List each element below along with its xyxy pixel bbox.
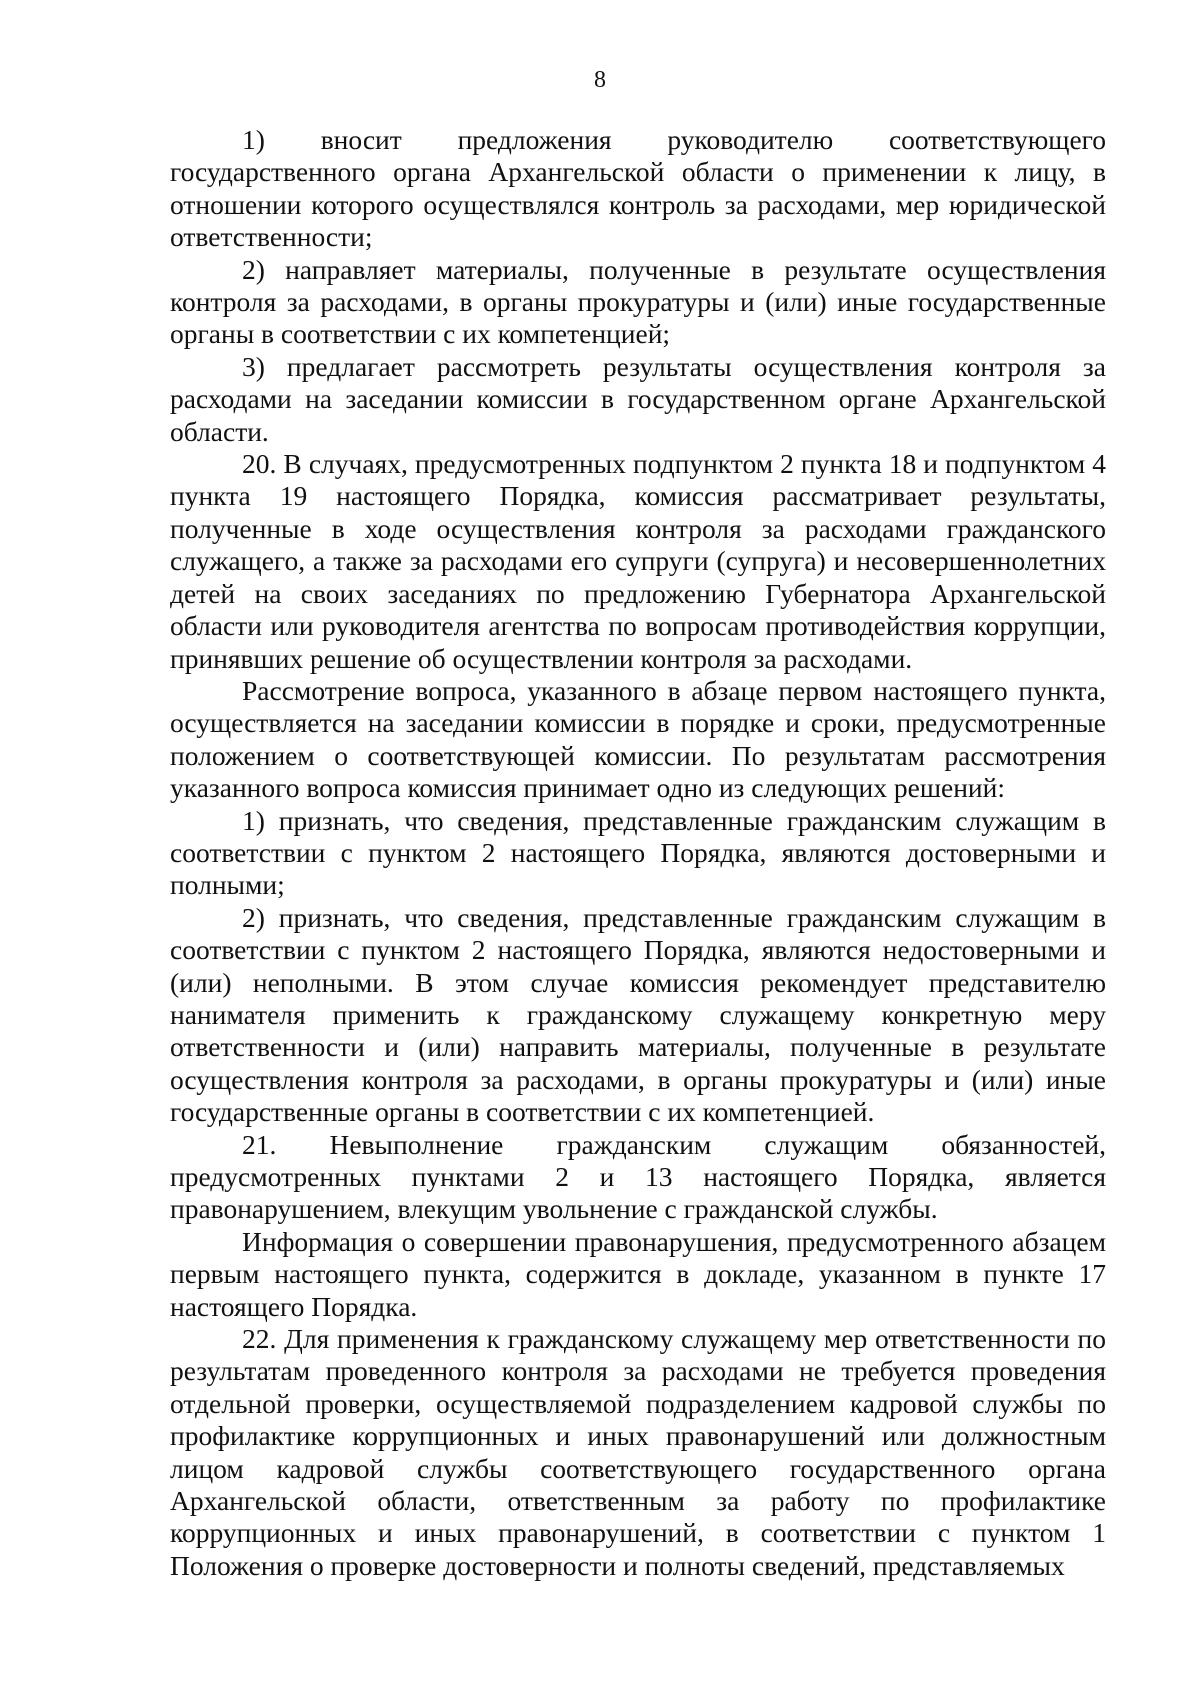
paragraph-decision-1: 1) признать, что сведения, представленные гражданским служащим в соответствии с пунктом 2 настоящего Порядка, являются достоверными и полными;	[170, 804, 1106, 901]
paragraph-item-3: 3) предлагает рассмотреть результаты осуществления контроля за расходами на заседании комиссии в государственном органе Архангельской области.	[170, 350, 1106, 447]
paragraph-clause-21: 21. Невыполнение гражданским служащим обязанностей, предусмотренных пунктами 2 и 13 настоящего Порядка, является правонарушением, влекущим увольнение с гражданской службы.	[170, 1128, 1106, 1225]
paragraph-information: Информация о совершении правонарушения, предусмотренного абзацем первым настоящего пункта, содержится в докладе, указанном в пункте 17 настоящего Порядка.	[170, 1225, 1106, 1322]
paragraph-clause-20: 20. В случаях, предусмотренных подпунктом 2 пункта 18 и подпунктом 4 пункта 19 настоящего Порядка, комиссия рассматривает результаты, полученные в ходе осуществления контроля за расходами гражданского служащего, а также за расходами его супруги (супруга) и несовершеннолетних детей на своих заседаниях по предложению Губернатора Архангельской области или руководителя агентства по вопросам противодействия коррупции, принявших решение об осуществлении контроля за расходами.	[170, 448, 1106, 674]
paragraph-item-2: 2) направляет материалы, полученные в результате осуществления контроля за расходами, в органы прокуратуры и (или) иные государственные органы в соответствии с их компетенцией;	[170, 253, 1106, 350]
paragraph-item-1: 1) вносит предложения руководителю соответствующего государственного органа Архангельской области о применении к лицу, в отношении которого осуществлялся контроль за расходами, мер юридической ответственности;	[170, 124, 1106, 253]
document-body	[170, 124, 1106, 1582]
page-number: 8	[594, 67, 606, 93]
paragraph-clause-22: 22. Для применения к гражданскому служащему мер ответственности по результатам проведенного контроля за расходами не требуется проведения отдельной проверки, осуществляемой подразделением кадровой службы по профилактике коррупционных и иных правонарушений или должностным лицом кадровой службы соответствующего государственного органа Архангельской области, ответственным за работу по профилактике коррупционных и иных правонарушений, в соответствии с пунктом 1 Положения о проверке достоверности и полноты сведений, представляемых	[170, 1323, 1106, 1581]
paragraph-decision-2: 2) признать, что сведения, представленные гражданским служащим в соответствии с пунктом 2 настоящего Порядка, являются недостоверными и (или) неполными. В этом случае комиссия рекомендует представителю нанимателя применить к гражданскому служащему конкретную меру ответственности и (или) направить материалы, полученные в результате осуществления контроля за расходами, в органы прокуратуры и (или) иные государственные органы в соответствии с их компетенцией.	[170, 901, 1106, 1128]
paragraph-consideration: Рассмотрение вопроса, указанного в абзаце первом настоящего пункта, осуществляется на заседании комиссии в порядке и сроки, предусмотренные положением о соответствующей комиссии. По результатам рассмотрения указанного вопроса комиссия принимает одно из следующих решений:	[170, 674, 1106, 804]
